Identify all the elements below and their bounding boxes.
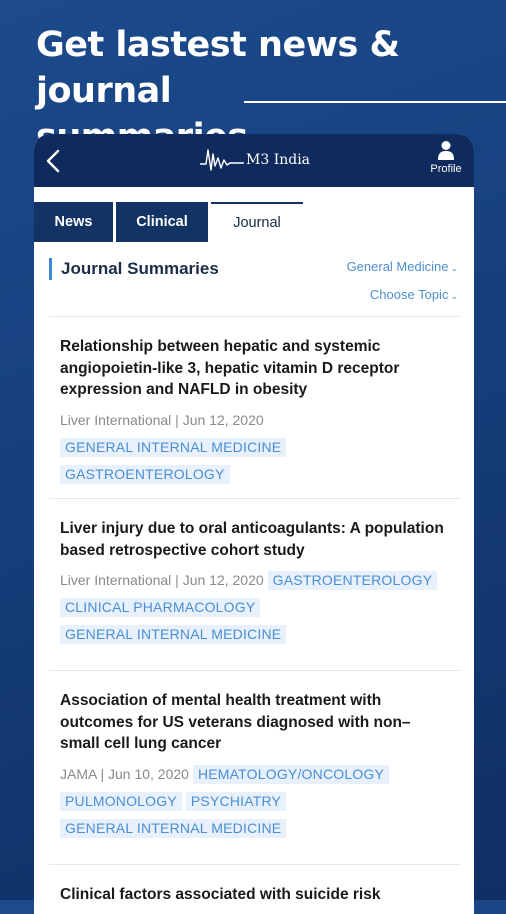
topic-filter-dropdown[interactable] [370, 287, 458, 302]
chevron-down-icon: ⌄ [450, 263, 458, 273]
article-tags [60, 567, 450, 648]
headline-underline [244, 101, 506, 103]
divider [49, 498, 460, 499]
promo-headline-line1: Get lastest news & journal [36, 25, 400, 111]
profile-button[interactable] [424, 140, 468, 175]
logo-text: M3 India [246, 152, 311, 168]
tag-chip[interactable]: PULMONOLOGY [60, 792, 182, 811]
heartbeat-logo-icon [200, 146, 244, 174]
tag-chip[interactable]: GASTROENTEROLOGY [60, 465, 230, 484]
app-screen [34, 134, 474, 914]
article-title[interactable]: Clinical factors associated with suicide risk [60, 886, 381, 903]
profile-label: Profile [430, 163, 462, 175]
article-tags [60, 407, 450, 488]
topic-filter-label: Choose Topic [369, 287, 449, 302]
tab-clinical[interactable]: Clinical [116, 202, 208, 242]
section-header [49, 258, 219, 280]
article-meta: Liver International | Jun 12, 2020 [60, 411, 264, 428]
article-card[interactable] [60, 518, 450, 648]
article-meta: Liver International | Jun 12, 2020 [60, 572, 264, 588]
specialty-filter-dropdown[interactable] [347, 259, 458, 274]
app-bar [34, 134, 474, 187]
article-card[interactable] [60, 884, 450, 906]
tab-journal[interactable]: Journal [211, 202, 303, 242]
article-card[interactable] [60, 690, 450, 842]
tab-news[interactable]: News [34, 202, 113, 242]
chevron-down-icon: ⌄ [450, 291, 458, 301]
journal-content [34, 242, 474, 914]
divider [49, 864, 460, 865]
user-icon [437, 140, 455, 160]
divider [49, 316, 460, 317]
article-title[interactable]: Relationship between hepatic and systemic angiopoietin-like 3, hepatic vitamin D receptor expression and NAFLD in obesity [60, 338, 400, 398]
divider [49, 670, 460, 671]
tag-chip[interactable]: GENERAL INTERNAL MEDICINE [60, 819, 286, 838]
article-title[interactable]: Liver injury due to oral anticoagulants: A population based retrospective cohort study [60, 520, 444, 559]
tag-chip[interactable]: PSYCHIATRY [186, 792, 286, 811]
tag-chip[interactable]: GENERAL INTERNAL MEDICINE [60, 438, 286, 457]
specialty-filter-label: General Medicine [346, 259, 449, 274]
tag-chip[interactable]: GASTROENTEROLOGY [268, 571, 438, 590]
tag-chip[interactable]: CLINICAL PHARMACOLOGY [60, 598, 260, 617]
article-title[interactable]: Association of mental health treatment with outcomes for US veterans diagnosed with non–small cell lung cancer [60, 692, 411, 752]
article-tags [60, 761, 450, 842]
tag-chip[interactable]: HEMATOLOGY/ONCOLOGY [193, 765, 389, 784]
article-card[interactable] [60, 336, 450, 488]
chevron-left-icon[interactable] [44, 148, 64, 174]
article-meta: JAMA | Jun 10, 2020 [60, 765, 189, 782]
tag-chip[interactable]: GENERAL INTERNAL MEDICINE [60, 625, 286, 644]
tab-bar [34, 202, 474, 242]
section-title: Journal Summaries [61, 259, 219, 278]
app-logo [200, 146, 310, 174]
